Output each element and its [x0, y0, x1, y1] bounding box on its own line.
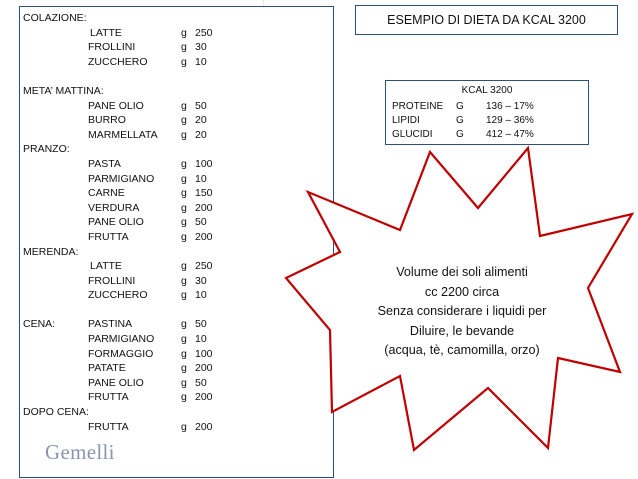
- quantity-unit: g: [181, 172, 187, 185]
- quantity-amount: 20: [195, 114, 207, 127]
- quantity-amount: 30: [195, 274, 207, 287]
- food-name: VERDURA: [88, 201, 140, 214]
- quantity-amount: 50: [195, 216, 207, 229]
- food-name: PASTINA: [88, 318, 133, 331]
- food-name: FRUTTA: [88, 420, 129, 433]
- macro-name: GLUCIDI: [392, 129, 433, 140]
- quantity-amount: 250: [195, 260, 213, 273]
- quantity-unit: g: [181, 420, 187, 433]
- quantity-unit: g: [181, 41, 187, 54]
- quantity-unit: g: [181, 333, 187, 346]
- quantity-unit: g: [181, 128, 187, 141]
- macro-value: 129 – 36%: [486, 115, 534, 126]
- quantity-amount: 10: [195, 289, 207, 302]
- food-name: FORMAGGIO: [88, 347, 154, 360]
- quantity-unit: g: [181, 99, 187, 112]
- food-name: ZUCCHERO: [88, 289, 148, 302]
- quantity-unit: g: [181, 26, 187, 39]
- macro-name: PROTEINE: [392, 101, 444, 112]
- quantity-unit: g: [181, 230, 187, 243]
- quantity-amount: 150: [195, 187, 213, 200]
- quantity-amount: 200: [195, 201, 213, 214]
- diet-title: ESEMPIO DI DIETA DA KCAL 3200: [387, 13, 586, 27]
- food-name: FROLLINI: [88, 41, 136, 54]
- macro-value: 136 – 17%: [486, 101, 534, 112]
- quantity-unit: g: [181, 201, 187, 214]
- quantity-unit: g: [181, 289, 187, 302]
- food-name: PARMIGIANO: [88, 333, 155, 346]
- food-name: LATTE: [90, 26, 122, 39]
- quantity-unit: g: [181, 362, 187, 375]
- food-name: BURRO: [88, 114, 126, 127]
- macro-unit: G: [456, 115, 464, 126]
- quantity-amount: 50: [195, 376, 207, 389]
- quantity-unit: g: [181, 391, 187, 404]
- food-name: FRUTTA: [88, 230, 129, 243]
- food-name: PANE OLIO: [88, 99, 144, 112]
- food-name: PANE OLIO: [88, 216, 144, 229]
- starburst-line: Senza considerare i liquidi per: [377, 304, 547, 318]
- food-name: FRUTTA: [88, 391, 129, 404]
- quantity-amount: 30: [195, 41, 207, 54]
- kcal-title: KCAL 3200: [461, 85, 513, 96]
- quantity-amount: 100: [195, 347, 213, 360]
- meal-section-label: CENA:: [23, 318, 56, 331]
- quantity-amount: 10: [195, 172, 207, 185]
- quantity-unit: g: [181, 114, 187, 127]
- quantity-amount: 50: [195, 318, 207, 331]
- quantity-unit: g: [181, 187, 187, 200]
- quantity-amount: 10: [195, 333, 207, 346]
- starburst-line: Volume dei soli alimenti: [396, 265, 528, 279]
- meal-section-label: PRANZO:: [23, 143, 70, 156]
- quantity-unit: g: [181, 260, 187, 273]
- quantity-unit: g: [181, 376, 187, 389]
- macro-unit: G: [456, 129, 464, 140]
- quantity-amount: 200: [195, 230, 213, 243]
- food-name: MARMELLATA: [88, 128, 158, 141]
- quantity-unit: g: [181, 216, 187, 229]
- quantity-amount: 20: [195, 128, 207, 141]
- macro-value: 412 – 47%: [486, 129, 534, 140]
- food-name: LATTE: [90, 260, 122, 273]
- meal-section-label: DOPO CENA:: [23, 406, 89, 419]
- gemelli-logo: Gemelli: [45, 440, 115, 464]
- quantity-unit: g: [181, 157, 187, 170]
- quantity-unit: g: [181, 274, 187, 287]
- quantity-amount: 200: [195, 391, 213, 404]
- quantity-unit: g: [181, 318, 187, 331]
- macro-unit: G: [456, 101, 464, 112]
- food-name: CARNE: [88, 187, 125, 200]
- quantity-amount: 100: [195, 157, 213, 170]
- quantity-unit: g: [181, 55, 187, 68]
- quantity-amount: 200: [195, 420, 213, 433]
- meal-section-label: MERENDA:: [23, 245, 79, 258]
- meal-section-label: META’ MATTINA:: [23, 84, 104, 97]
- food-name: PARMIGIANO: [88, 172, 155, 185]
- food-name: ZUCCHERO: [88, 55, 148, 68]
- starburst-text: [352, 263, 572, 361]
- quantity-amount: 10: [195, 55, 207, 68]
- starburst-line: cc 2200 circa: [424, 284, 500, 299]
- quantity-amount: 250: [195, 26, 213, 39]
- food-name: PASTA: [88, 157, 121, 170]
- quantity-amount: 50: [195, 99, 207, 112]
- meal-section-label: COLAZIONE:: [23, 12, 87, 24]
- food-name: FROLLINI: [88, 274, 136, 287]
- starburst-line: Diluire, le bevande: [409, 323, 515, 338]
- starburst-line: (acqua, tè, camomilla, orzo): [384, 343, 540, 357]
- food-name: PANE OLIO: [88, 376, 144, 389]
- food-name: PATATE: [88, 362, 126, 375]
- quantity-unit: g: [181, 347, 187, 360]
- quantity-amount: 200: [195, 362, 213, 375]
- macro-name: LIPIDI: [392, 115, 420, 126]
